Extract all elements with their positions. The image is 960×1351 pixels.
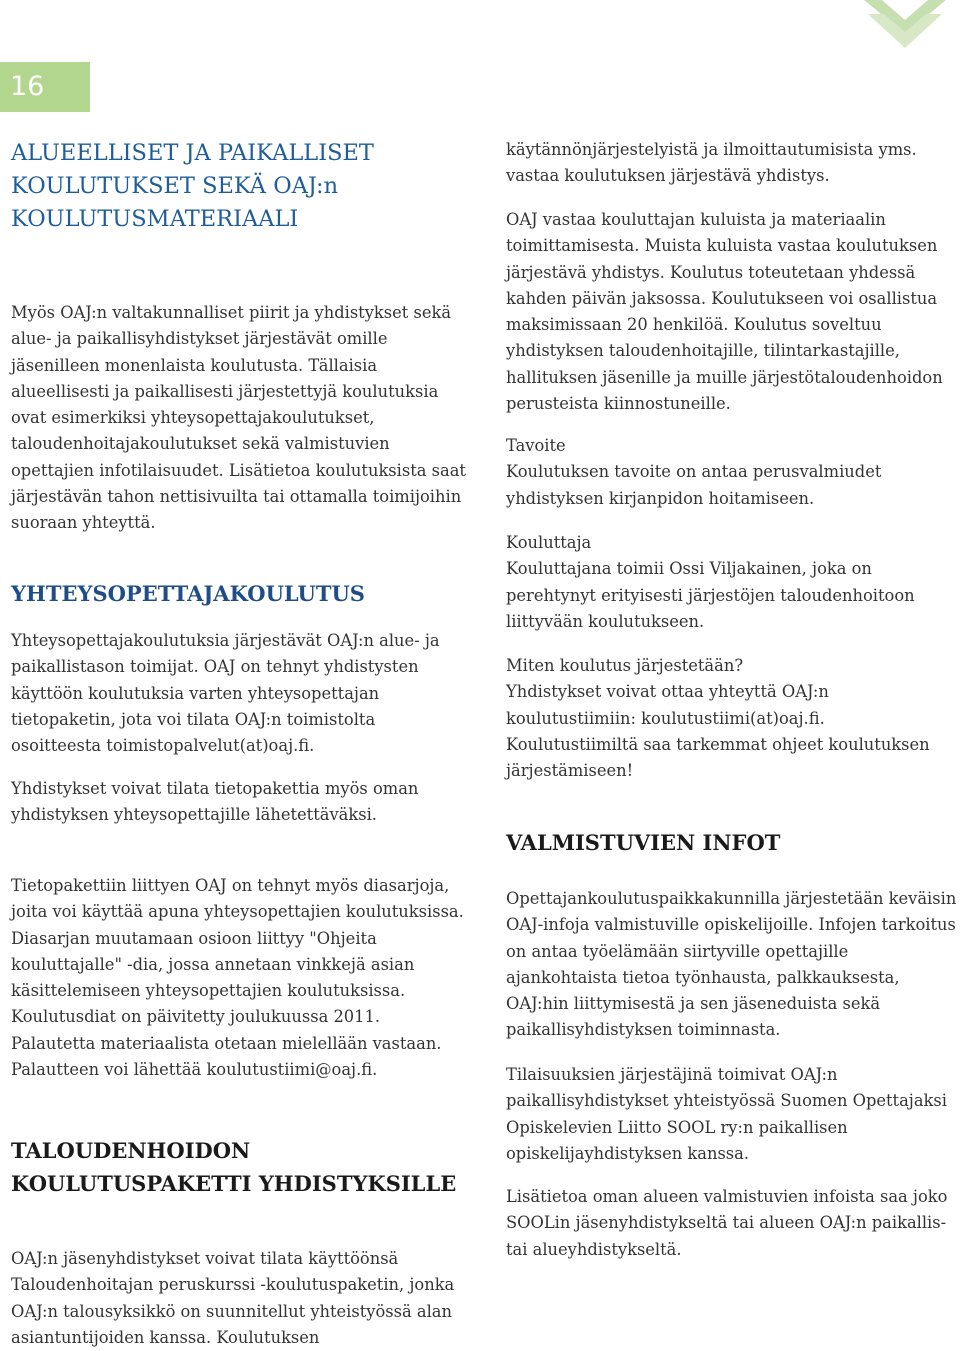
valmistuvien-paragraph-3: Lisätietoa oman alueen valmistuvien infoista saa joko SOOLin jäsenyhdistykseltä tai alueen OAJ:n paikallis- tai alueyhdistykseltä. xyxy=(506,1187,948,1259)
valmistuvien-heading: VALMISTUVIEN INFOT xyxy=(506,830,781,855)
continued-paragraph-2: OAJ vastaa kouluttajan kuluista ja materiaalin toimittamisesta. Muista kuluista vastaa koulutuksen järjestävä yhdistys. Koulutus toteutetaan yhdessä kahden päivän jaksossa. Koulutukseen voi osallistua maksimissaan 20 henkilöä. Koulutus soveltuu yhdistyksen taloudenhoitajille, tilintarkastajille, hallituksen jäsenille ja muille järjestötaloudenhoidon perusteista kiinnostuneille. xyxy=(506,210,943,414)
taloudenhoito-heading: TALOUDENHOIDON KOULUTUSPAKETTI YHDISTYKSILLE xyxy=(11,1138,457,1196)
page-number: 16 xyxy=(0,62,90,112)
yhteysopettaja-paragraph-1: Yhteysopettajakoulutuksia järjestävät OAJ:n alue- ja paikallistason toimijat. OAJ on tehnyt yhdistysten käyttöön koulutuksia varten yhteysopettajan tietopaketin, jota voi tilata OAJ:n toimistolta osoitteesta toimistopalvelut(at)oaj.fi. xyxy=(11,631,440,756)
tavoite-section: Tavoite Koulutuksen tavoite on antaa perusvalmiudet yhdistyksen kirjanpidon hoitamiseen. xyxy=(506,436,882,508)
yhteysopettaja-paragraph-3: Tietopakettiin liittyen OAJ on tehnyt myös diasarjoja, joita voi käyttää apuna yhteysopettajien koulutuksissa. Diasarjan muutamaan osioon liittyy "Ohjeita kouluttajalle" -dia, jossa annetaan vinkkejä asian käsittelemiseen yhteysopettajien koulutuksissa. Koulutusdiat on päivitetty joulukuussa 2011. Palautetta materiaalista otetaan mielellään vastaan. Palautteen voi lähettää koulutustiimi@oaj.fi. xyxy=(11,876,464,1080)
valmistuvien-paragraph-1: Opettajankoulutuspaikkakunnilla järjestetään keväisin OAJ-infoja valmistuville opiskelijoille. Infojen tarkoitus on antaa työelämään siirtyville opettajille ajankohtaista tietoa työnhausta, palkkauksesta, OAJ:hin liittymisestä ja sen jäseneduista sekä paikallisyhdistyksen toiminnasta. xyxy=(506,889,957,1040)
miten-section: Miten koulutus järjestetään? Yhdistykset voivat ottaa yhteyttä OAJ:n koulutustiimiin: koulutustiimi(at)oaj.fi. Koulutustiimiltä saa tarkemmat ohjeet koulutuksen järjestämiseen! xyxy=(506,656,930,781)
intro-paragraph: Myös OAJ:n valtakunnalliset piirit ja yhdistykset sekä alue- ja paikallisyhdistykset järjestävät omille jäsenilleen monenlaista koulutusta. Tällaisia alueellisesti ja paikallisesti järjestettyjä koulutuksia ovat esimerkiksi yhteysopettajakoulutukset, taloudenhoitajakoulutukset sekä valmistuvien opettajien infotilaisuudet. Lisätietoa koulutuksista saat järjestävän tahon nettisivuilta tai ottamalla toimijoihin suoraan yhteyttä. xyxy=(11,303,466,533)
chevron-down-icon xyxy=(864,0,946,50)
continued-paragraph-1: käytännönjärjestelyistä ja ilmoittautumisista yms. vastaa koulutuksen järjestävä yhdistys. xyxy=(506,140,917,186)
page-title: ALUEELLISET JA PAIKALLISET KOULUTUKSET SEKÄ OAJ:n KOULUTUSMATERIAALI xyxy=(11,140,374,232)
yhteysopettaja-heading: YHTEYSOPETTAJAKOULUTUS xyxy=(11,581,365,606)
valmistuvien-paragraph-2: Tilaisuuksien järjestäjinä toimivat OAJ:n paikallisyhdistykset yhteistyössä Suomen Opettajaksi Opiskelevien Liitto SOOL ry:n paikallisen opiskelijayhdistyksen kanssa. xyxy=(506,1065,947,1163)
kouluttaja-section: Kouluttaja Kouluttajana toimii Ossi Viljakainen, joka on perehtynyt erityisesti järjestöjen taloudenhoitoon liittyvään koulutukseen. xyxy=(506,533,915,631)
yhteysopettaja-paragraph-2: Yhdistykset voivat tilata tietopakettia myös oman yhdistyksen yhteysopettajille lähetettäväksi. xyxy=(11,779,419,825)
taloudenhoito-paragraph: OAJ:n jäsenyhdistykset voivat tilata käyttöönsä Taloudenhoitajan peruskurssi -koulutuspaketin, jonka OAJ:n talousyksikkö on suunnitellut yhteistyössä alan asiantuntijoiden kanssa. Koulutuksen xyxy=(11,1249,455,1347)
